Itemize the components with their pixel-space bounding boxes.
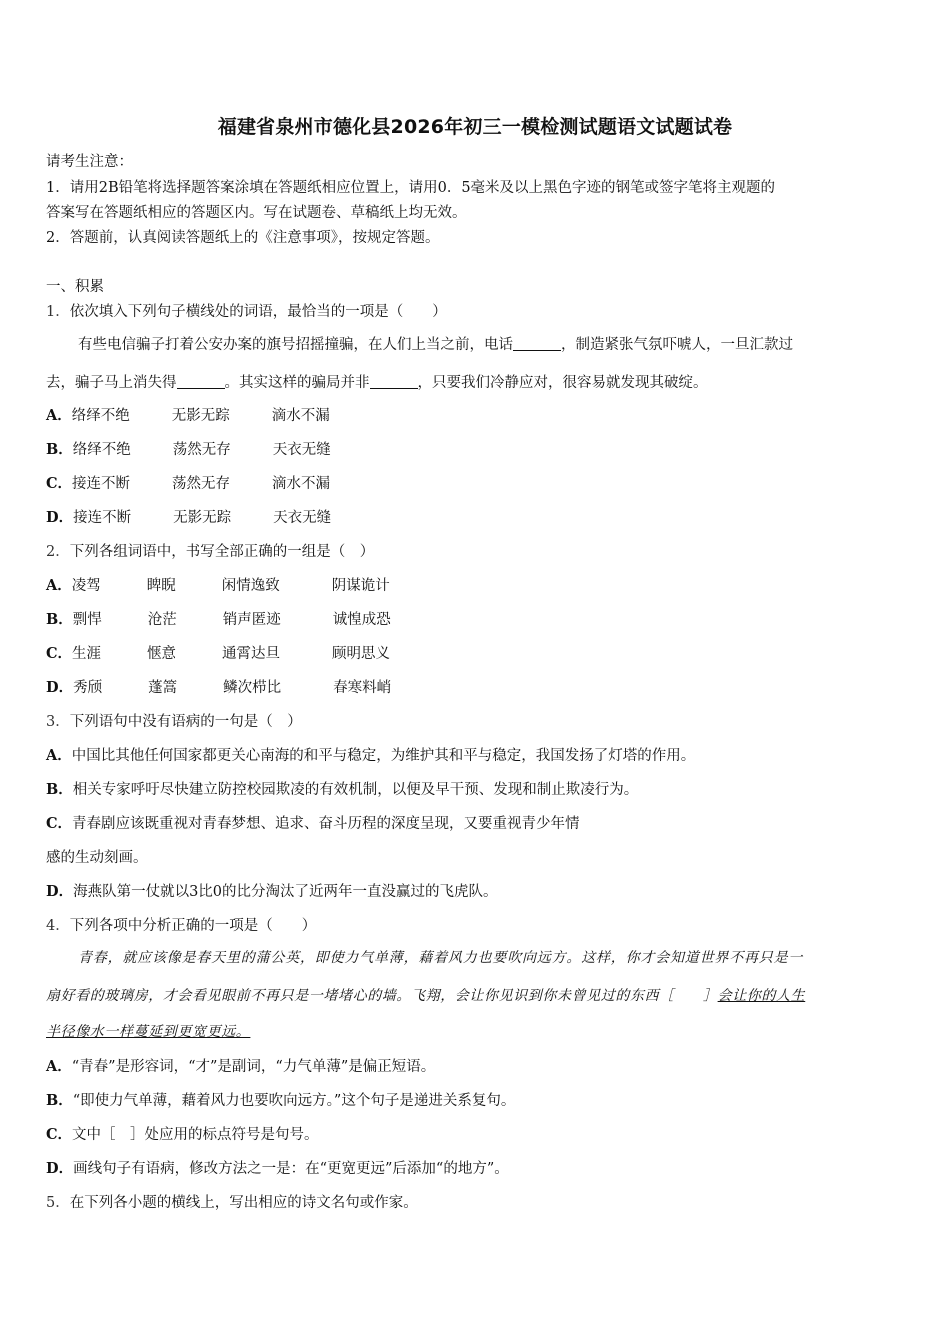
question-2-option-a[interactable] (46, 576, 390, 596)
option-word: 天衣无缝 (273, 510, 332, 526)
notice-item-2: 2．答题前，认真阅读答题纸上的《注意事项》，按规定答题。 (46, 230, 440, 246)
option-word: 惬意 (147, 646, 177, 662)
option-word: 鳞次栉比 (223, 680, 282, 696)
option-label: B． (46, 1092, 73, 1109)
option-word: 顾明思义 (332, 646, 391, 662)
option-label: A． (46, 747, 72, 764)
option-label: C． (46, 1126, 73, 1143)
question-number: 4． (46, 918, 70, 934)
option-word: 滴水不漏 (271, 408, 330, 424)
option-word: 滴水不漏 (272, 476, 331, 492)
option-word: 天衣无缝 (272, 442, 331, 458)
question-4-passage-line-3: 半径像水一样蔓延到更宽更远。 (46, 1024, 251, 1040)
question-2-option-c[interactable] (46, 644, 390, 664)
option-word: 蓬篙 (148, 680, 178, 696)
option-text: “即使力气单薄，藉着风力也要吹向远方。”这个句子是递进关系复句。 (72, 1093, 516, 1109)
notice-item-1-line-2: 答案写在答题纸相应的答题区内。写在试题卷、草稿纸上均无效。 (46, 205, 467, 221)
option-word: 剽悍 (72, 612, 102, 628)
question-1-option-b[interactable] (46, 440, 331, 460)
option-text: 文中［ ］处应用的标点符号是句号。 (72, 1127, 319, 1143)
option-label: A． (46, 577, 72, 594)
question-1-option-a[interactable] (46, 406, 330, 426)
option-word: 生涯 (72, 646, 102, 662)
fill-blank (513, 336, 561, 351)
option-text: 画线句子有语病，修改方法之一是：在“更宽更远”后添加“的地方”。 (73, 1161, 509, 1177)
option-text: 相关专家呼吁尽快建立防控校园欺凌的有效机制，以便及早干预、发现和制止欺凌行为。 (72, 782, 639, 798)
question-text: 下列各项中分析正确的一项是（ ） (69, 918, 317, 934)
question-4-option-a[interactable] (46, 1057, 435, 1077)
passage-text: ，只要我们冷静应对，很容易就发现其破绽。 (417, 375, 708, 391)
option-word: 春寒料峭 (333, 680, 392, 696)
question-4-option-c[interactable] (46, 1125, 319, 1145)
page-title: 福建省泉州市德化县2026年初三一模检测试题语文试题试卷 (217, 116, 733, 138)
question-text: 下列语句中没有语病的一句是（ ） (69, 714, 302, 730)
option-label: D． (46, 679, 74, 696)
option-label: D． (46, 883, 74, 900)
option-label: C． (46, 815, 73, 832)
question-2-option-d[interactable] (46, 678, 391, 698)
option-label: C． (46, 475, 73, 492)
question-4-option-d[interactable] (46, 1159, 509, 1179)
question-4-passage-line-2 (46, 986, 805, 1006)
option-word: 通霄达旦 (222, 646, 281, 662)
option-word: 无影无踪 (173, 510, 232, 526)
question-3-option-a[interactable] (46, 746, 695, 766)
question-1-passage-line-1 (78, 335, 793, 355)
passage-text: 去，骗子马上消失得 (46, 375, 177, 391)
question-number: 1． (46, 304, 70, 320)
option-label: D． (46, 509, 74, 526)
question-4-stem (46, 916, 316, 936)
option-text: “青春”是形容词，“才”是副词，“力气单薄”是偏正短语。 (71, 1059, 436, 1075)
option-word: 睥睨 (146, 578, 176, 594)
option-label: A． (46, 407, 72, 424)
question-text: 下列各组词语中，书写全部正确的一组是（ ） (69, 544, 375, 560)
option-word: 闲情逸致 (221, 578, 280, 594)
option-word: 接连不断 (73, 510, 132, 526)
question-3-stem (46, 712, 302, 732)
question-4-option-b[interactable] (46, 1091, 515, 1111)
option-word: 无影无踪 (171, 408, 230, 424)
option-label: B． (46, 781, 73, 798)
question-5-stem (46, 1193, 418, 1213)
question-text: 依次填入下列句子横线处的词语，最恰当的一项是（ ） (69, 304, 447, 320)
question-3-option-d[interactable] (46, 882, 498, 902)
underlined-sentence: 会让你的人生 (717, 988, 806, 1004)
option-word: 凌驾 (71, 578, 101, 594)
option-label: B． (46, 611, 73, 628)
question-3-option-c[interactable] (46, 814, 580, 834)
option-word: 荡然无存 (172, 476, 231, 492)
passage-text: 有些电信骗子打着公安办案的旗号招摇撞骗，在人们上当之前，电话 (78, 337, 513, 353)
option-label: A． (46, 1058, 72, 1075)
option-label: B． (46, 441, 73, 458)
fill-blank (370, 374, 418, 389)
question-1-option-c[interactable] (46, 474, 330, 494)
option-text: 海燕队第一仗就以3比0的比分淘汰了近两年一直没赢过的飞虎队。 (73, 884, 498, 900)
option-word: 络绎不绝 (72, 442, 131, 458)
option-text: 中国比其他任何国家都更关心南海的和平与稳定，为维护其和平与稳定，我国发扬了灯塔的作用。 (71, 748, 696, 764)
question-3-option-c-continued: 感的生动刻画。 (46, 850, 148, 866)
question-number: 5． (46, 1195, 70, 1211)
option-word: 诚惶成恐 (332, 612, 391, 628)
option-label: C． (46, 645, 73, 662)
question-1-passage-line-2 (46, 373, 708, 393)
question-text: 在下列各小题的横线上，写出相应的诗文名句或作家。 (69, 1195, 418, 1211)
passage-text: ，制造紧张气氛吓唬人，一旦汇款过 (561, 337, 793, 353)
passage-text: 扇好看的玻璃房，才会看见眼前不再只是一堵堵心的墙。飞翔，会让你见识到你未曾见过的东西［ ］ (46, 988, 718, 1004)
option-word: 秀颀 (73, 680, 103, 696)
option-label: D． (46, 1160, 74, 1177)
option-text: 青春剧应该既重视对青春梦想、追求、奋斗历程的深度呈现，又要重视青少年情 (72, 816, 580, 832)
question-number: 3． (46, 714, 70, 730)
option-word: 沧茫 (147, 612, 177, 628)
question-2-option-b[interactable] (46, 610, 391, 630)
question-2-stem (46, 542, 374, 562)
option-word: 接连不断 (72, 476, 131, 492)
notice-item-1-line-1: 1．请用2B铅笔将选择题答案涂填在答题纸相应位置上，请用0．5毫米及以上黑色字迹的钢笔或签字笔将主观题的 (46, 180, 776, 196)
option-word: 络绎不绝 (71, 408, 130, 424)
notice-heading: 请考生注意： (46, 154, 133, 170)
option-word: 阴谋诡计 (331, 578, 390, 594)
question-4-passage-line-1: 青春，就应该像是春天里的蒲公英，即使力气单薄，藉着风力也要吹向远方。这样，你才会知道世界不再只是一 (78, 950, 804, 966)
question-number: 2． (46, 544, 70, 560)
section-heading: 一、积累 (46, 279, 104, 295)
option-word: 荡然无存 (172, 442, 231, 458)
option-word: 销声匿迹 (222, 612, 281, 628)
question-1-stem (46, 302, 447, 322)
passage-text: 。其实这样的骗局并非 (224, 375, 370, 391)
question-3-option-b[interactable] (46, 780, 638, 800)
question-1-option-d[interactable] (46, 508, 331, 528)
fill-blank (177, 374, 225, 389)
